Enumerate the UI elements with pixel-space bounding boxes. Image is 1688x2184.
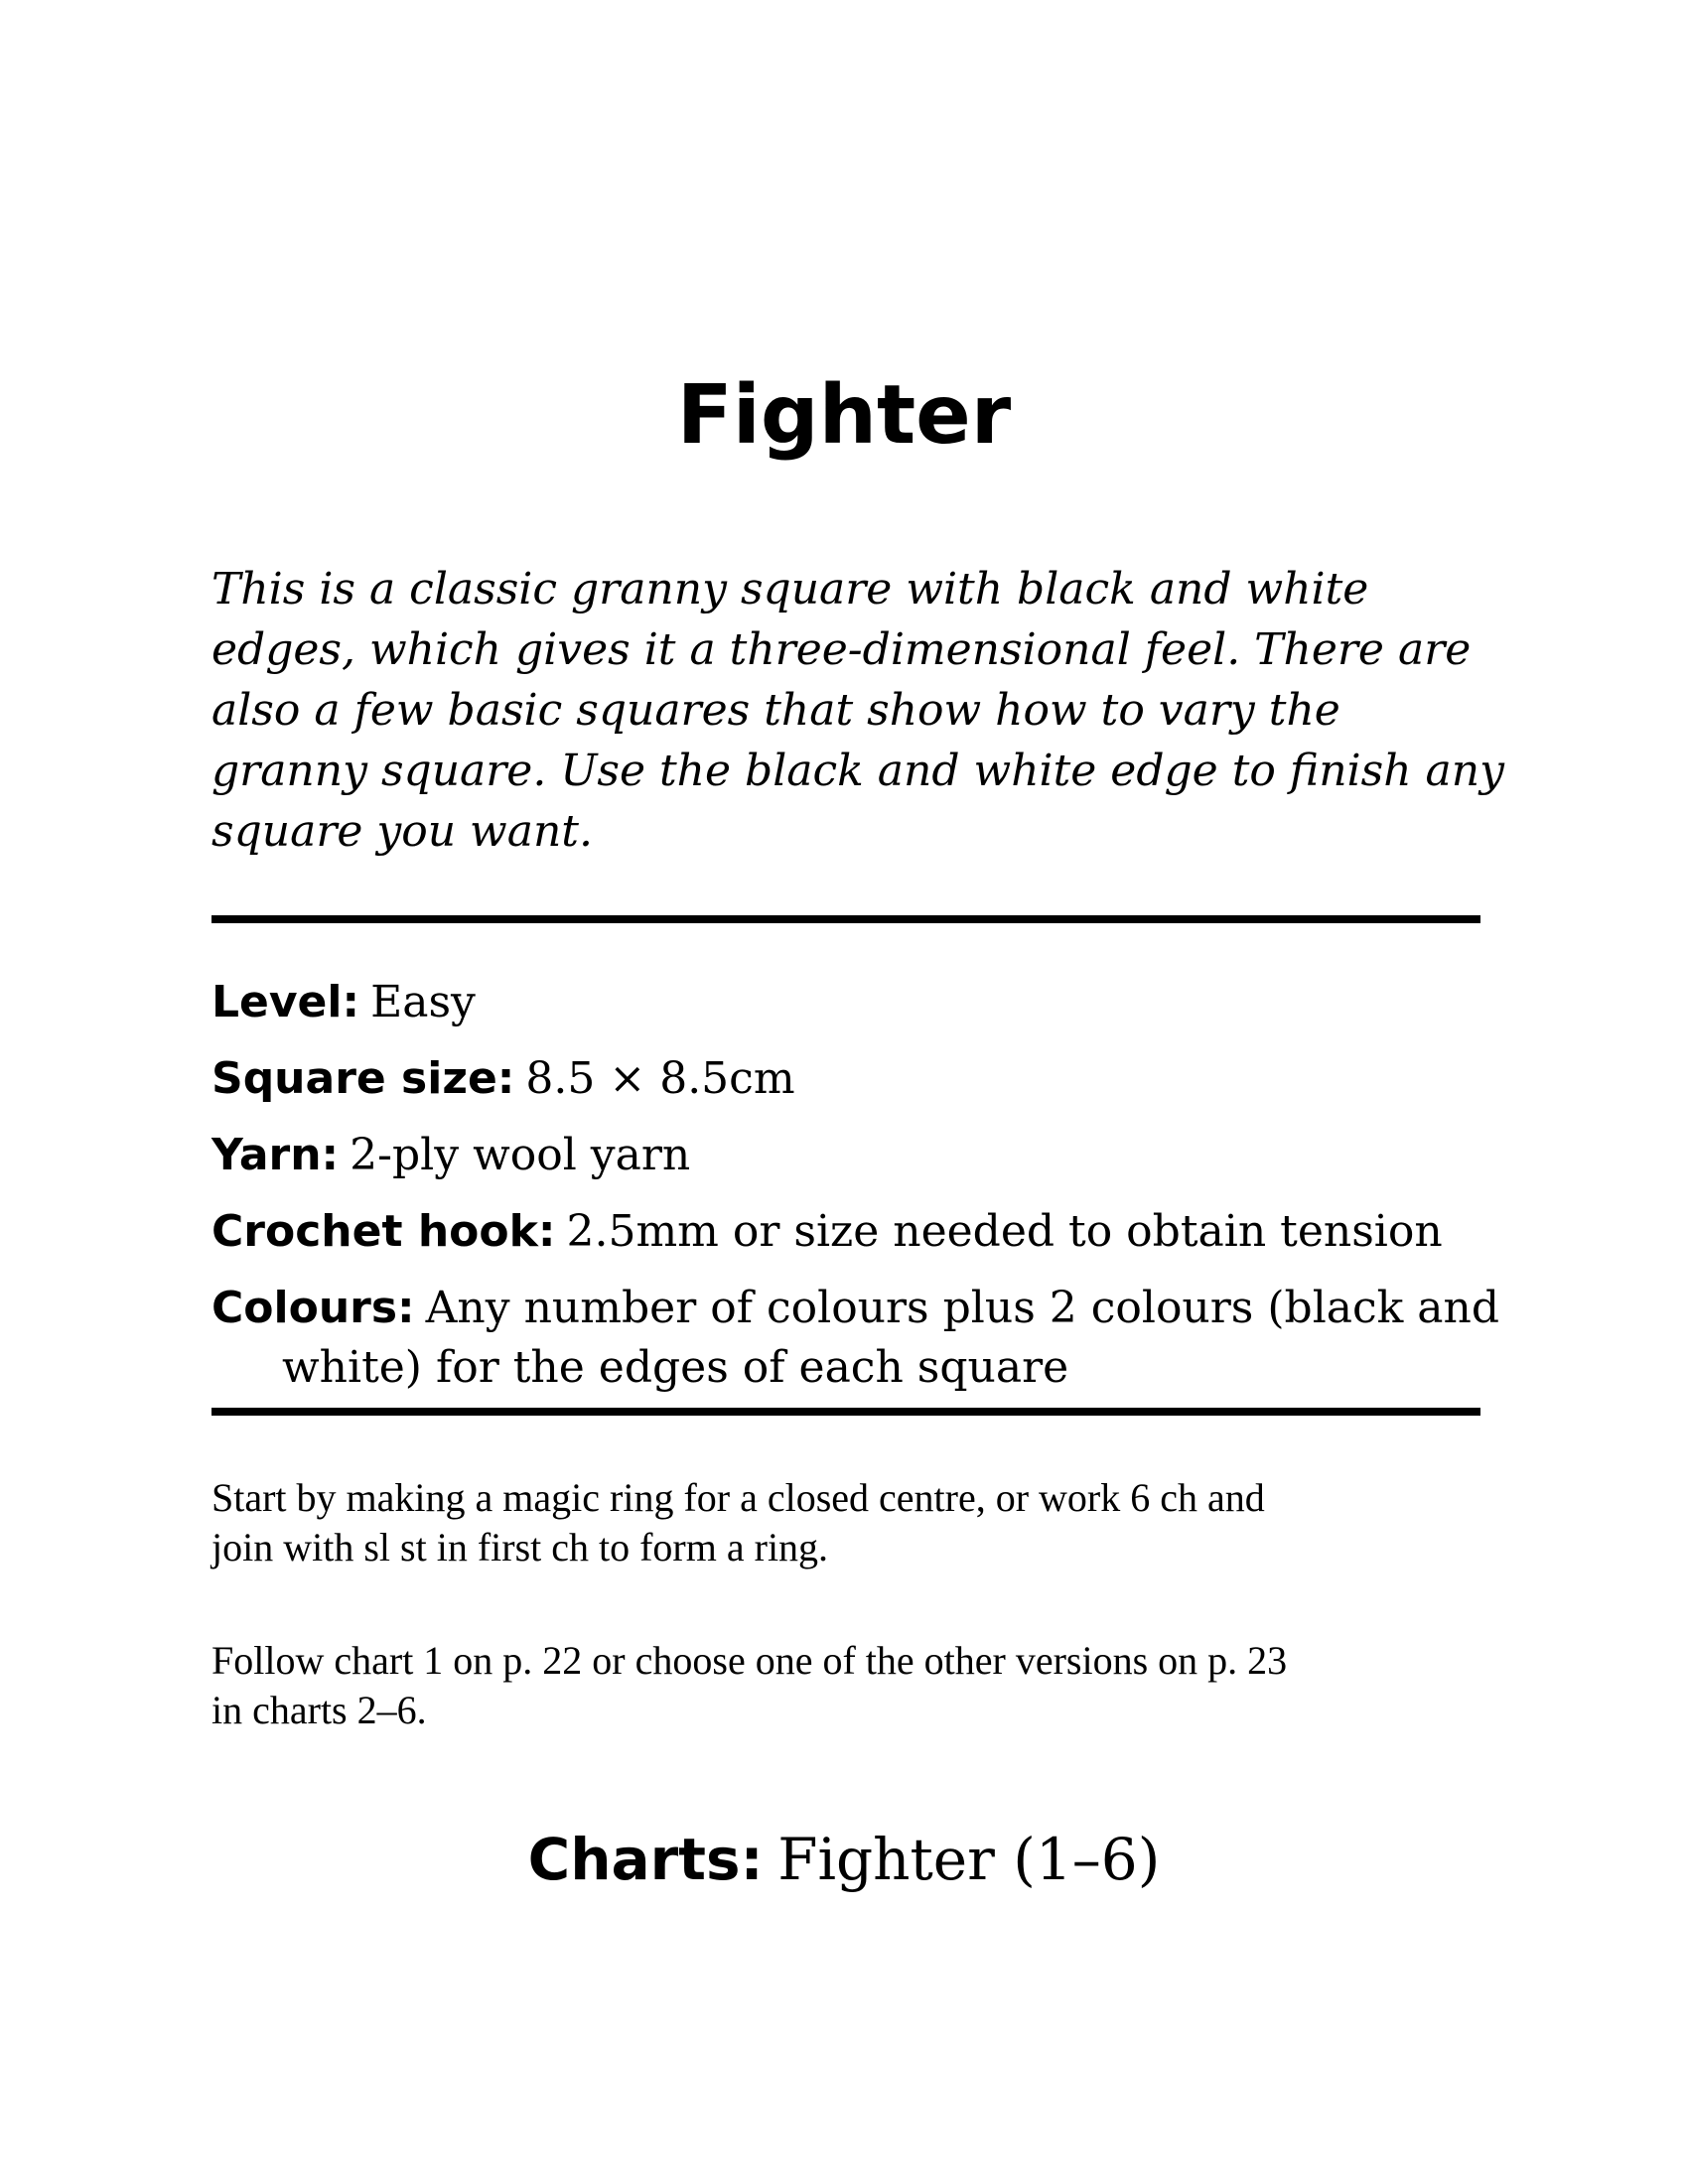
- divider-top: [211, 915, 1480, 923]
- intro-line: also a few basic squares that show how to vary the: [211, 685, 1340, 736]
- spec-level: [211, 973, 1502, 1032]
- intro-line: This is a classic granny square with black and white: [211, 564, 1369, 614]
- spec-value: 2-ply wool yarn: [350, 1130, 691, 1180]
- spec-label: Level:: [211, 977, 360, 1027]
- page-title: Fighter: [676, 368, 1012, 463]
- charts-label: Charts:: [527, 1826, 764, 1893]
- spec-list: [211, 973, 1502, 1415]
- instruction-line: in charts 2–6.: [211, 1688, 427, 1732]
- spec-yarn: [211, 1126, 1502, 1185]
- charts-heading: [0, 1825, 1688, 1895]
- instruction-line: Start by making a magic ring for a closed centre, or work 6 ch and: [211, 1475, 1265, 1520]
- spec-value: Any number of colours plus 2 colours (black and white) for the edges of each square: [282, 1283, 1500, 1393]
- charts-value: Fighter (1–6): [777, 1826, 1161, 1893]
- spec-value: Easy: [370, 977, 476, 1027]
- intro-line: edges, which gives it a three-dimensional feel. There are: [211, 624, 1472, 675]
- instruction-line: Follow chart 1 on p. 22 or choose one of the other versions on p. 23: [211, 1638, 1288, 1683]
- divider-bottom: [211, 1408, 1480, 1416]
- intro-line: square you want.: [211, 806, 593, 857]
- spec-label: Square size:: [211, 1053, 515, 1104]
- intro-paragraph: [211, 559, 1502, 862]
- instruction-line: join with sl st in first ch to form a ring.: [211, 1525, 829, 1570]
- spec-square-size: [211, 1049, 1502, 1109]
- spec-label: Yarn:: [211, 1130, 340, 1180]
- spec-label: Crochet hook:: [211, 1206, 556, 1257]
- instruction-paragraph: [211, 1636, 1502, 1735]
- instruction-paragraph: [211, 1473, 1502, 1572]
- spec-value: 2.5mm or size needed to obtain tension: [566, 1206, 1443, 1257]
- spec-colours: [211, 1279, 1502, 1398]
- spec-label: Colours:: [211, 1283, 415, 1333]
- spec-value: 8.5 × 8.5cm: [525, 1053, 795, 1104]
- intro-line: granny square. Use the black and white edge to finish any: [211, 746, 1504, 796]
- spec-crochet-hook: [211, 1202, 1502, 1262]
